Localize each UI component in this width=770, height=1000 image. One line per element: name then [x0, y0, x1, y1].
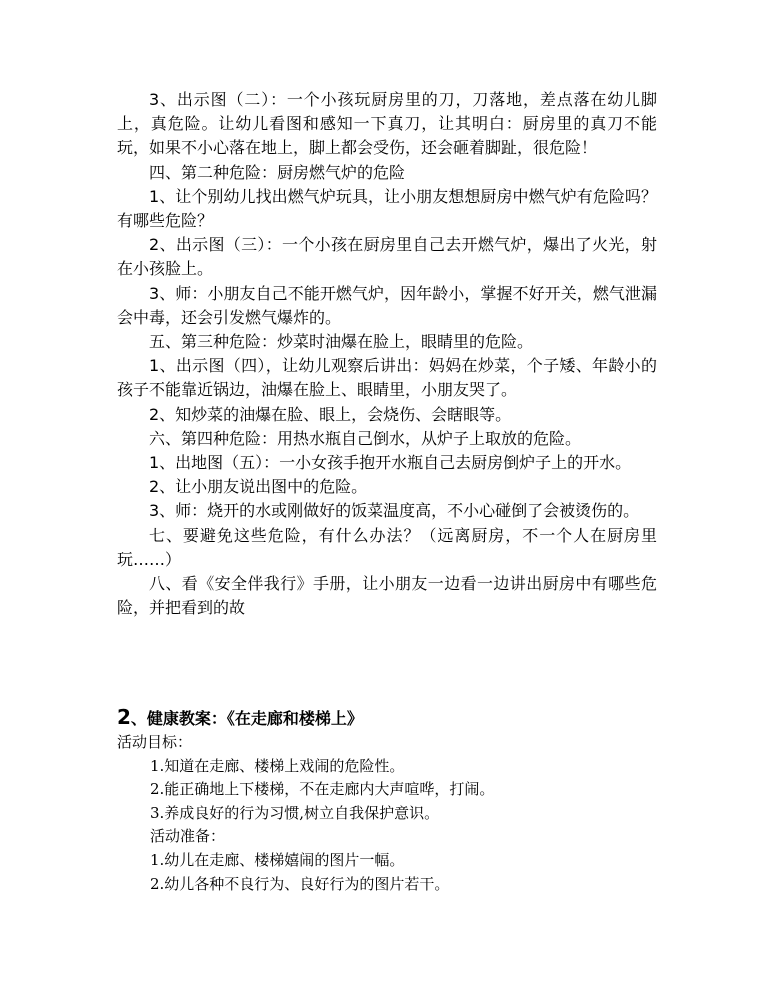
section-heading-danger-2: 四、第二种危险：厨房燃气炉的危险	[149, 162, 406, 182]
step-paragraph: 1、出示图（四），让幼儿观察后讲出：妈妈在炒菜，个子矮、年龄小的孩子不能靠近锅边，油爆在脸上、眼睛里，小朋友哭了。	[117, 356, 657, 400]
step-paragraph: 1、让个别幼儿找出燃气炉玩具，让小朋友想想厨房中燃气炉有危险吗？有哪些危险？	[117, 186, 657, 231]
step-paragraph: 2、出示图（三）：一个小孩在厨房里自己去开燃气炉，爆出了火光，射在小孩脸上。	[117, 235, 657, 279]
section-title: 、健康教案：《在走廊和楼梯上》	[130, 709, 363, 728]
prep-label: 活动准备：	[150, 827, 226, 846]
step-paragraph: 八、看《安全伴我行》手册，让小朋友一边看一边讲出厨房中有哪些危险，并把看到的故	[117, 574, 657, 618]
step-paragraph: 2、知炒菜的油爆在脸、眼上，会烧伤、会瞎眼等。	[149, 404, 512, 424]
lesson-plan-heading	[117, 704, 363, 732]
section-heading-danger-3: 五、第三种危险：炒菜时油爆在脸上，眼睛里的危险。	[149, 332, 534, 352]
section-heading-danger-4: 六、第四种危险：用热水瓶自己倒水，从炉子上取放的危险。	[149, 428, 582, 448]
step-paragraph: 3、师：小朋友自己不能开燃气炉，因年龄小，掌握不好开关，燃气泄漏会中毒，还会引发燃气爆炸的。	[117, 283, 657, 327]
prep-item: 2.幼儿各种不良行为、良好行为的图片若干。	[150, 874, 450, 893]
goal-item: 2.能正确地上下楼梯，不在走廊内大声喧哗，打闹。	[150, 780, 495, 799]
goal-item: 3.养成良好的行为习惯,树立自我保护意识。	[150, 803, 440, 822]
step-paragraph: 2、让小朋友说出图中的危险。	[149, 477, 368, 497]
step-paragraph: 3、师：烧开的水或刚做好的饭菜温度高，不小心碰倒了会被烫伤的。	[149, 501, 640, 521]
lesson-steps	[117, 88, 657, 620]
step-paragraph: 3、出示图（二）：一个小孩玩厨房里的刀，刀落地，差点落在幼儿脚上，真危险。让幼儿看图和感知一下真刀，让其明白：厨房里的真刀不能玩，如果不小心落在地上，脚上都会受伤，还会砸着脚趾，很危险！	[117, 90, 657, 158]
section-number: 2	[117, 705, 131, 729]
step-paragraph: 七、要避免这些危险，有什么办法？（远离厨房，不一个人在厨房里玩……）	[117, 525, 657, 569]
lesson-plan-body	[117, 731, 657, 896]
prep-item: 1.幼儿在走廊、楼梯嬉闹的图片一幅。	[150, 850, 405, 869]
goals-label: 活动目标：	[117, 733, 193, 751]
goal-item: 1.知道在走廊、楼梯上戏闹的危险性。	[150, 756, 405, 775]
step-paragraph: 1、出地图（五）：一小女孩手抱开水瓶自己去厨房倒炉子上的开水。	[149, 453, 632, 473]
